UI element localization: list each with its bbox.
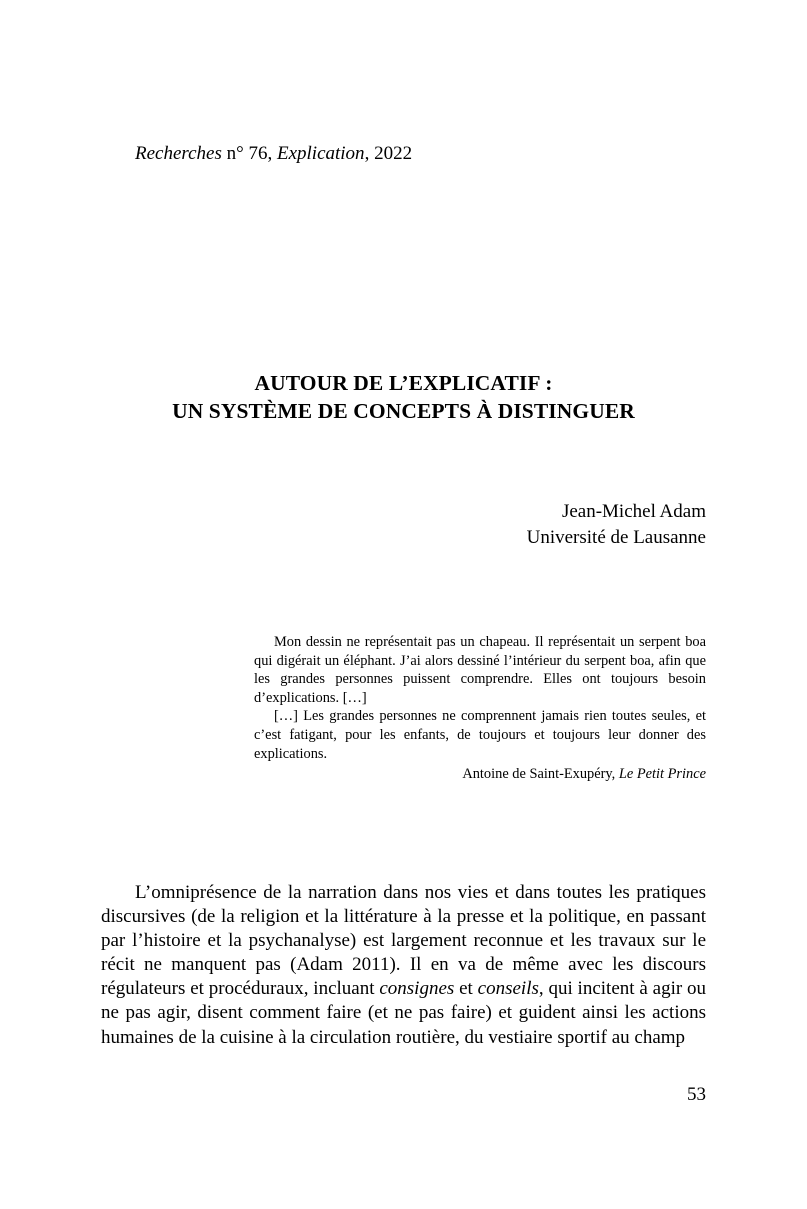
epigraph	[254, 633, 706, 784]
attribution-work: Le Petit Prince	[618, 766, 706, 783]
author-name: Jean-Michel Adam	[561, 501, 706, 522]
running-header	[135, 143, 412, 165]
issue-theme: Explication	[276, 143, 365, 164]
title-line-2: UN SYSTÈME DE CONCEPTS À DISTINGUER	[172, 399, 635, 423]
body-paragraph	[101, 881, 706, 1050]
body-text-segment: L’omniprésence de la narration dans nos vies et dans toutes les pratiques discursives (de la religion et la littérature à la presse et la politique, en passant par l’histoire et la psychanalyse) est largement reconnue et les travaux sur le récit ne manquent pas (Adam 2011). Il en va de même avec les discours régulateurs et procéduraux, incluant	[101, 882, 706, 1000]
epigraph-attribution	[254, 765, 706, 784]
author-affiliation: Université de Lausanne	[526, 527, 706, 548]
epigraph-paragraph-1: Mon dessin ne représentait pas un chapeau. Il représentait un serpent boa qui digérait un éléphant. J’ai alors dessiné l’intérieur du serpent boa, afin que les grandes personnes puissent comprendre. Elles ont toujours besoin d’explications. […]	[254, 634, 706, 706]
emphasis-consignes: consignes	[379, 978, 455, 1000]
journal-number: n° 76,	[221, 143, 277, 164]
article-title	[0, 369, 807, 425]
body-text-segment: , qui incitent à agir ou ne pas agir, disent comment faire (et ne pas faire) et guident ainsi les actions humaines de la cuisine à la circulation routière, du vestiaire sportif au champ	[101, 978, 706, 1048]
author-block	[527, 499, 706, 551]
epigraph-paragraph-2: […] Les grandes personnes ne comprennent jamais rien toutes seules, et c’est fatigant, pour les enfants, de toujours et toujours leur donner des explications.	[254, 708, 706, 762]
attribution-author: Antoine de Saint-Exupéry,	[462, 766, 619, 783]
page-number: 53	[687, 1084, 706, 1105]
body-text-segment: et	[454, 978, 478, 1000]
publication-year: , 2022	[364, 143, 413, 164]
emphasis-conseils: conseils	[477, 978, 539, 1000]
title-line-1: AUTOUR DE L’EXPLICATIF :	[254, 371, 553, 395]
journal-name: Recherches	[135, 143, 222, 164]
body-text	[101, 881, 706, 1050]
